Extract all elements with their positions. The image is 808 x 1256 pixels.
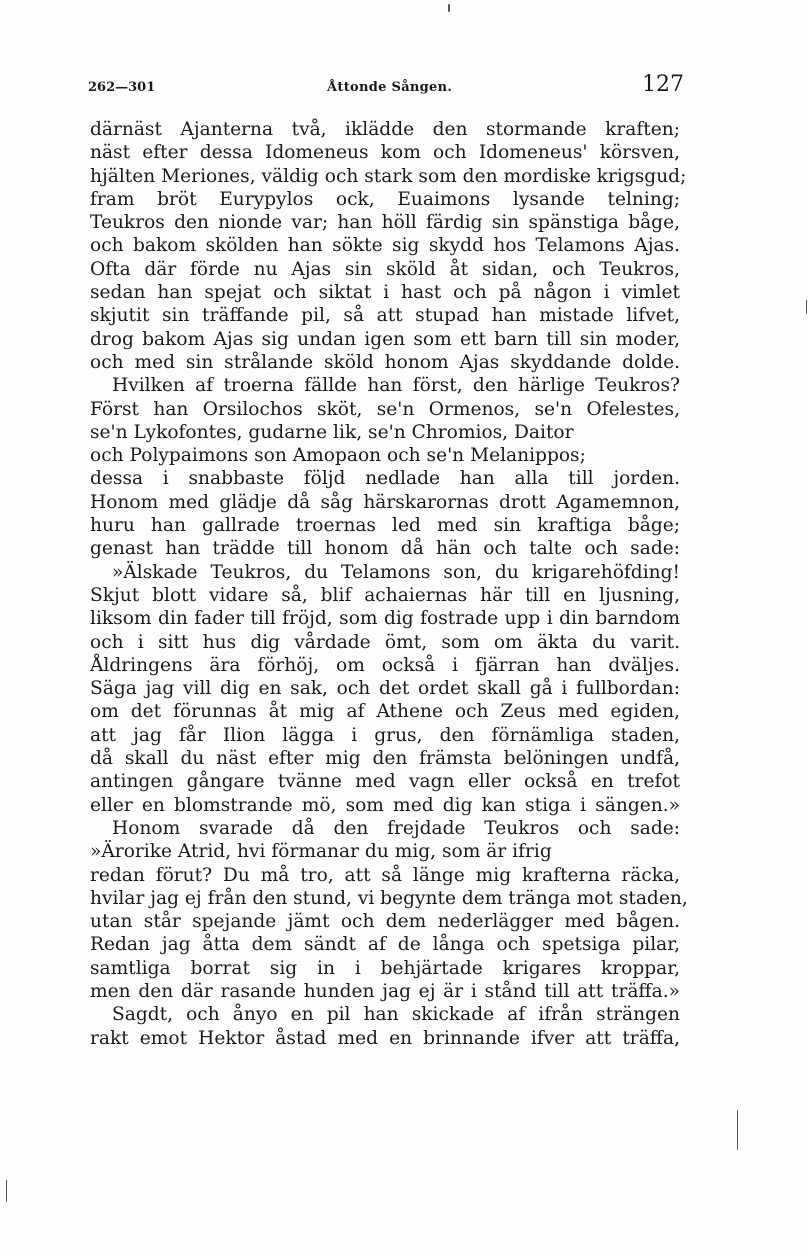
text-line: utan står spejande jämt och dem nederlägger med bågen. bbox=[90, 911, 680, 933]
text-line: sedan han spejat och siktat i hast och på någon i vimlet bbox=[90, 282, 680, 304]
text-line: Först han Orsilochos sköt, se'n Ormenos, se'n Ofelestes, bbox=[90, 398, 680, 420]
text-line: redan förut? Du må tro, att så länge mig krafterna räcka, bbox=[90, 864, 680, 886]
chapter-title: Åttonde Sången. bbox=[327, 80, 453, 95]
text-line: fram bröt Eurypylos ock, Euaimons lysande telning; bbox=[90, 188, 680, 210]
text-line: och i sitt hus dig vårdade ömt, som om äkta du varit. bbox=[90, 631, 680, 653]
text-line: »Älskade Teukros, du Telamons son, du krigarehöfding! bbox=[112, 561, 680, 583]
text-line: och bakom skölden han sökte sig skydd hos Telamons Ajas. bbox=[90, 235, 680, 257]
text-line: men den där rasande hunden jag ej är i stånd till att träffa.» bbox=[90, 980, 680, 1002]
text-line: Honom med glädje då såg härskarornas drott Agamemnon, bbox=[90, 491, 680, 513]
text-line: Redan jag åtta dem sändt af de långa och spetsiga pilar, bbox=[90, 934, 680, 956]
scan-speck bbox=[806, 300, 807, 314]
text-line: då skall du näst efter mig den främsta belöningen undfå, bbox=[90, 748, 680, 770]
text-line: Sagdt, och ånyo en pil han skickade af ifrån strängen bbox=[112, 1004, 680, 1026]
text-line: se'n Lykofontes, gudarne lik, se'n Chromios, Daitor bbox=[90, 421, 574, 443]
text-line: Åldringens ära förhöj, om också i fjärran han dväljes. bbox=[90, 654, 680, 676]
scan-speck bbox=[6, 1180, 7, 1202]
text-line: Ofta där förde nu Ajas sin sköld åt sidan, och Teukros, bbox=[90, 258, 680, 280]
text-line: Hvilken af troerna fällde han först, den härlige Teukros? bbox=[112, 375, 680, 397]
text-line: därnäst Ajanterna två, iklädde den stormande kraften; bbox=[90, 119, 680, 140]
text-line: »Ärorike Atrid, hvi förmanar du mig, som är ifrig bbox=[90, 841, 552, 863]
text-line: Säga jag vill dig en sak, och det ordet skall gå i fullbordan: bbox=[90, 678, 680, 700]
text-line: och Polypaimons son Amopaon och se'n Melanippos; bbox=[90, 445, 586, 467]
scan-speck bbox=[448, 4, 450, 12]
text-line: näst efter dessa Idomeneus kom och Idomeneus' körsven, bbox=[90, 142, 680, 164]
text-line: Skjut blott vidare så, blif achaiernas här till en ljusning, bbox=[90, 584, 680, 606]
text-line: eller en blomstrande mö, som med dig kan stiga i sängen.» bbox=[90, 794, 680, 816]
text-line: rakt emot Hektor åstad med en brinnande ifver att träffa, bbox=[90, 1027, 680, 1049]
text-line: huru han gallrade troernas led med sin kraftiga båge; bbox=[90, 515, 680, 537]
scan-speck bbox=[737, 1110, 738, 1150]
text-line: dessa i snabbaste följd nedlade han alla till jorden. bbox=[90, 468, 680, 490]
text-line: och med sin strålande sköld honom Ajas skyddande dolde. bbox=[90, 351, 680, 373]
text-line: om det förunnas åt mig af Athene och Zeus med egiden, bbox=[90, 701, 680, 723]
text-line: liksom din fader till fröjd, som dig fostrade upp i din barndom bbox=[90, 608, 680, 630]
page-number: 127 bbox=[642, 72, 684, 97]
text-line: hjälten Meriones, väldig och stark som den mordiske krigsgud; bbox=[90, 165, 687, 187]
text-line: Teukros den nionde var; han höll färdig sin spänstiga båge, bbox=[90, 212, 680, 234]
text-line: samtliga borrat sig in i behjärtade krigares kroppar, bbox=[90, 957, 680, 979]
line-range: 262—301 bbox=[88, 80, 156, 95]
poem-text bbox=[90, 118, 688, 1050]
text-line: antingen gångare tvänne med vagn eller också en trefot bbox=[90, 771, 680, 793]
text-line: hvilar jag ej från den stund, vi begynte dem tränga mot staden, bbox=[90, 887, 688, 909]
text-line: att jag får Ilion lägga i grus, den förnämliga staden, bbox=[90, 724, 680, 746]
text-line: drog bakom Ajas sig undan igen som ett barn till sin moder, bbox=[90, 328, 680, 350]
text-line: skjutit sin träffande pil, så att stupad han mistade lifvet, bbox=[90, 305, 680, 327]
running-header bbox=[84, 72, 684, 106]
text-line: Honom svarade då den frejdade Teukros och sade: bbox=[112, 817, 680, 839]
text-line: genast han trädde till honom då hän och talte och sade: bbox=[90, 538, 680, 560]
